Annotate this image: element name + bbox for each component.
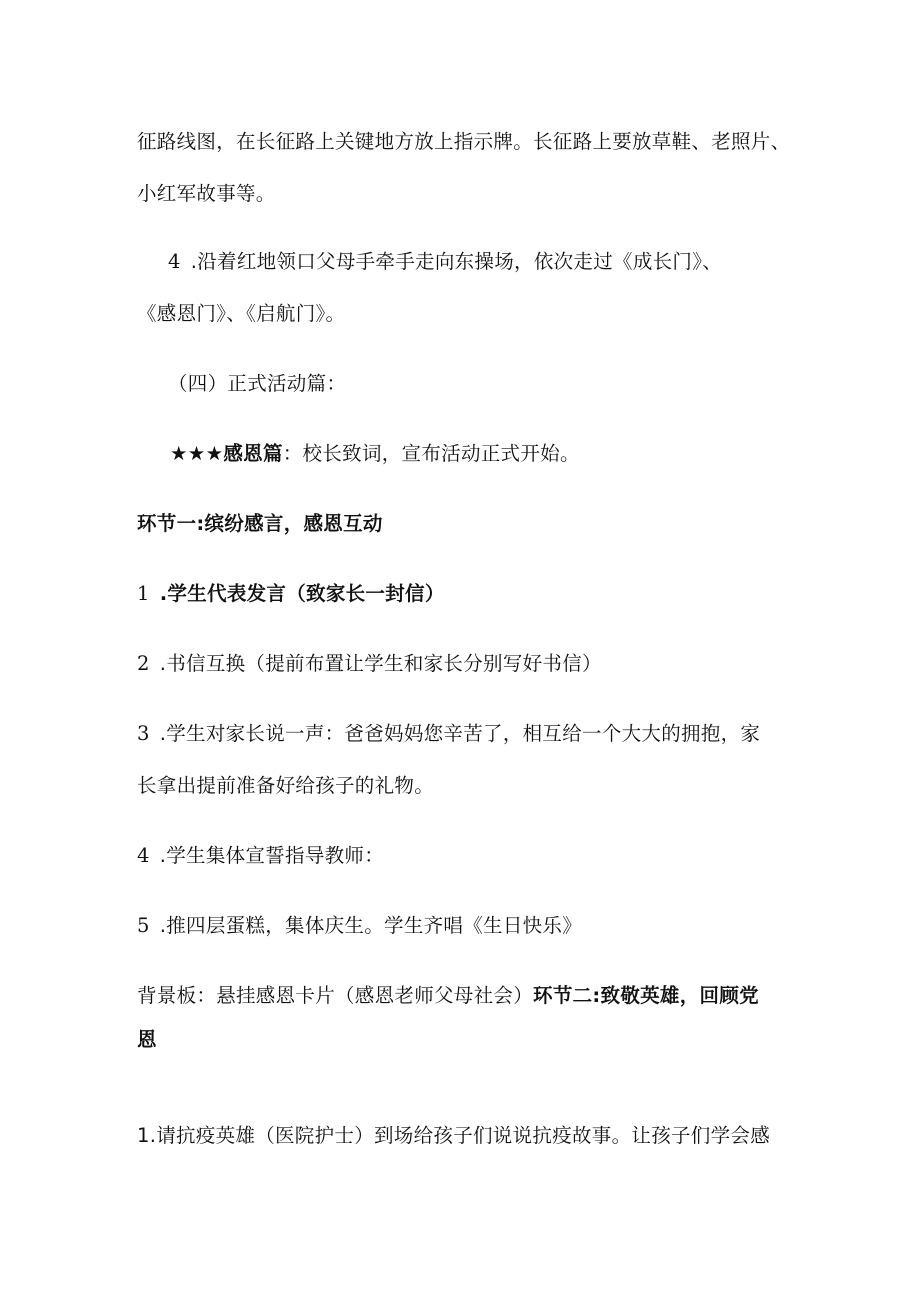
list-text: .沿着红地领口父母手牵手走向东操场，依次走过《成长门》、 <box>190 250 723 273</box>
list-text: .书信互换（提前布置让学生和家长分别写好书信） <box>159 652 602 675</box>
list-text: .学生集体宣誓指导教师： <box>159 844 385 867</box>
paragraph-line: 长拿出提前准备好给孩子的礼物。 <box>137 774 435 797</box>
segment-heading-continued: 恩 <box>137 1028 157 1051</box>
list-number: 5 <box>137 914 150 937</box>
list-item-1: 1.请抗疫英雄（医院护士）到场给孩子们说说抗疫故事。让孩子们学会感 <box>137 1124 771 1147</box>
list-text: .学生对家长说一声：爸爸妈妈您辛苦了，相互给一个大大的拥抱，家 <box>159 722 761 745</box>
list-number: 3 <box>137 722 150 745</box>
paragraph-line: 征路线图，在长征路上关键地方放上指示牌。长征路上要放草鞋、老照片、 <box>137 130 791 153</box>
list-item-5 <box>137 912 582 940</box>
segment-heading: 环节一:缤纷感言，感恩互动 <box>137 512 383 535</box>
backdrop-text: 背景板：悬挂感恩卡片（感恩老师父母社会） <box>137 984 534 1007</box>
list-number: 4 <box>137 844 150 867</box>
list-item-4 <box>137 842 384 870</box>
gratitude-paragraph <box>170 440 580 468</box>
list-text: .推四层蛋糕，集体庆生。学生齐唱《生日快乐》 <box>159 914 583 937</box>
gratitude-label: ★★★感恩篇 <box>170 442 283 465</box>
gratitude-text: ：校长致词，宣布活动正式开始。 <box>282 442 580 465</box>
list-number: 2 <box>137 652 150 675</box>
list-item-2 <box>137 650 602 678</box>
list-item-3 <box>137 720 760 748</box>
backdrop-paragraph <box>137 982 759 1010</box>
list-number: 1 <box>137 582 150 605</box>
list-item-4 <box>168 248 722 276</box>
list-item-1 <box>137 580 445 608</box>
paragraph-line: 小红军故事等。 <box>137 182 276 205</box>
list-number: 4 <box>168 250 181 273</box>
section-heading: （四）正式活动篇： <box>168 372 347 395</box>
paragraph-line: 《感恩门》、《启航门》。 <box>137 302 346 325</box>
list-text: .学生代表发言（致家长一封信） <box>159 582 445 605</box>
segment-heading: 环节二:致敬英雄，回顾党 <box>533 984 759 1007</box>
